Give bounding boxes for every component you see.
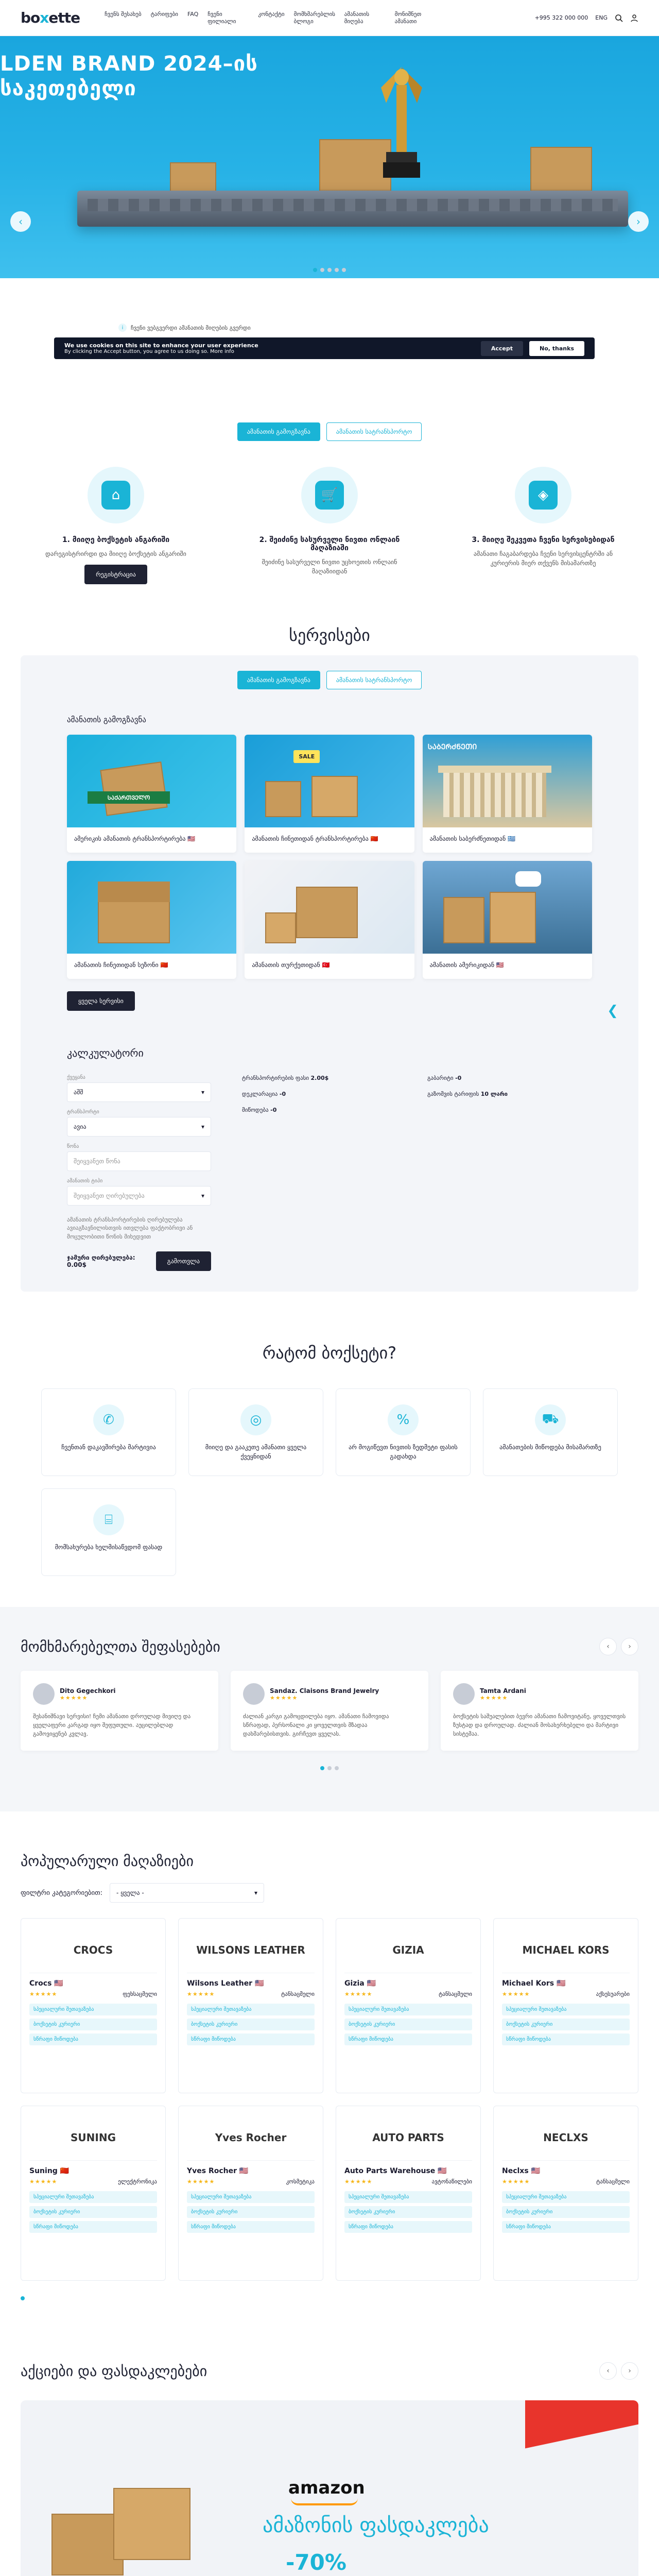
service-card[interactable] (67, 735, 236, 853)
promo-section (0, 2331, 659, 2576)
store-category: ელექტრონიკა (118, 2178, 157, 2185)
conveyor-belt (77, 191, 628, 227)
user-icon[interactable] (630, 14, 638, 22)
service-title: ამანათის თურქეთიდან 🇹🇷 (252, 961, 330, 969)
star-rating: ★★★★★ (480, 1694, 508, 1701)
promo-label: ᲡᲐᲑᲔᲠᲫᲜᲔᲗᲘ (427, 743, 477, 751)
store-tag: სწრაფი მიწოდება (502, 2221, 630, 2233)
star-rating: ★★★★★ (344, 1991, 373, 1998)
why-card: ◎ მიიღე და გააკეთე ამანათი ყველა ქვეყნიდან (188, 1388, 323, 1476)
stores-dots (21, 2296, 638, 2300)
star-rating: ★★★★★ (187, 2178, 215, 2185)
tag-icon: ⌸ (93, 1504, 124, 1535)
step-title: 2. შეიძინე სასურველი ნივთი ონლაინ მაღაზიაში (259, 536, 400, 552)
reviews-prev-button[interactable]: ‹ (599, 1638, 617, 1655)
slider-dot[interactable] (327, 1766, 332, 1770)
slider-dot[interactable] (335, 268, 339, 272)
service-title: ამერიკის ამანათის ტრანსპორტირება 🇺🇸 (74, 835, 196, 842)
promo-label: ᲡᲐᲥᲐᲠᲗᲕᲔᲚᲝ (88, 791, 170, 804)
amazon-logo: amazon (288, 2478, 365, 2499)
store-tag: სპეციალური შეთავაზება (187, 2191, 315, 2203)
step-card (245, 467, 414, 584)
store-tag: სწრაფი მიწოდება (344, 2221, 472, 2233)
why-card: ⌸ მომსახურება ხელმისაწვდომ ფასად (41, 1488, 176, 1576)
store-category: ავტონაწილები (431, 2178, 472, 2185)
store-name: Michael Kors 🇺🇸 (502, 1979, 566, 1988)
avatar (33, 1683, 55, 1705)
store-card[interactable] (493, 2106, 638, 2281)
result-item: მიწოდება -0 (242, 1106, 277, 1113)
stores-section (0, 1811, 659, 2331)
slider-dot[interactable] (335, 1766, 339, 1770)
logo[interactable]: boxette (21, 9, 80, 26)
register-button[interactable]: რეგისტრაცია (84, 565, 147, 584)
calculator-title: კალკულატორი (67, 1046, 144, 1059)
promo-next-button[interactable]: › (621, 2362, 638, 2380)
star-rating: ★★★★★ (29, 1991, 58, 1998)
service-card[interactable] (245, 735, 414, 853)
star-rating: ★★★★★ (270, 1694, 298, 1701)
how-it-works (0, 397, 659, 625)
store-tag: სწრაფი მიწოდება (344, 2033, 472, 2045)
step-text: ამანათი ჩაგაბარდება ჩვენი სერვისცენტრში ან კურიერის მიერ თქვენს მისამართზე (473, 550, 613, 567)
store-logo: NECLXS (502, 2114, 630, 2161)
reviews-dots (21, 1766, 638, 1770)
tab-services-send[interactable]: ამანათის გამოგზავნა (237, 671, 320, 689)
result-item: ტრანსპორტირების ფასი 2.00$ (242, 1074, 329, 1081)
cookie-banner (54, 337, 595, 359)
store-logo: CROCS (29, 1927, 157, 1973)
store-name: Wilsons Leather 🇺🇸 (187, 1979, 264, 1988)
info-icon: i (118, 324, 127, 332)
notice-bar (118, 324, 251, 332)
services-panel (21, 655, 638, 1292)
chevron-down-icon: ▾ (201, 1088, 204, 1096)
store-card[interactable] (178, 1918, 323, 2093)
store-category: აქსესუარები (596, 1991, 630, 1998)
store-name: Yves Rocher 🇺🇸 (187, 2167, 249, 2176)
transport-select[interactable]: ავია ▾ (67, 1117, 211, 1137)
location-icon: ⌂ (101, 481, 130, 510)
service-card[interactable] (423, 735, 592, 853)
review-card: Tamta Ardani ★★★★★ ბოქსეტის საშუალებით ბევრი ამანათი ჩამოვიტანე, ყოველთვის ზუსტად და დროულად. ძალიან მოსახერხებელი და მარტივი სისტემაა. (441, 1671, 638, 1751)
reviews-next-button[interactable]: › (621, 1638, 638, 1655)
site-header (0, 0, 659, 36)
box-icon: ◈ (529, 481, 558, 510)
services-section (0, 625, 659, 1292)
star-rating: ★★★★★ (344, 2178, 373, 2185)
calculator-results (242, 1075, 592, 1272)
globe-icon: ◎ (240, 1404, 271, 1435)
notice-text: ჩვენი ვებგვერდი ამანათის მიღების გვერდი (131, 324, 251, 331)
star-rating: ★★★★★ (502, 1991, 530, 1998)
slider-dot[interactable] (313, 268, 317, 272)
main-nav (105, 11, 526, 25)
store-tag: ბოქსეტის კურიერი (344, 2206, 472, 2218)
store-logo: SUNING (29, 2114, 157, 2161)
store-logo: WILSONS LEATHER (187, 1927, 315, 1973)
store-logo: GIZIA (344, 1927, 472, 1973)
store-tag: ბოქსეტის კურიერი (187, 2019, 315, 2030)
store-category: ტანსაცმელი (439, 1991, 472, 1998)
nav-item-receive[interactable]: ამანათის მიღება (344, 10, 370, 25)
promo-prev-button[interactable]: ‹ (599, 2362, 617, 2380)
review-card: Dito Gegechkori ★★★★★ შესანიშნავი სერვისი! ჩემი ამანათი დროულად მივიღე და ყველაფერი კარგად იყო შეფუთული. აუცილებლად გამოვიყენებ კვლავ. (21, 1671, 218, 1751)
store-name: Neclxs 🇺🇸 (502, 2167, 540, 2176)
store-tag: ბოქსეტის კურიერი (29, 2019, 157, 2030)
weight-input[interactable]: შეიყვანეთ წონა (67, 1151, 211, 1171)
search-icon[interactable] (615, 14, 623, 22)
why-card: ✆ ჩვენთან დაკავშირება მარტივია (41, 1388, 176, 1476)
result-item: გაზომვის ტარიფის 10 ლარი (427, 1090, 508, 1097)
how-tabs (21, 422, 638, 441)
services-next-arrow[interactable]: ❮ (607, 1003, 618, 1019)
store-tag: სპეციალური შეთავაზება (187, 2004, 315, 2015)
hero-prev-arrow[interactable]: ‹ (10, 211, 31, 232)
truck-icon: ⛟ (535, 1404, 566, 1435)
step-card (31, 467, 201, 584)
store-logo: Yves Rocher (187, 2114, 315, 2161)
store-category: ფეხსაცმელი (123, 1991, 157, 1998)
review-card: Sandaz. Claisons Brand Jewelry ★★★★★ ძალიან კარგი გამოცდილება იყო. ამანათი ჩამოვიდა სწრაფად, პერსონალი კი ყოველთვის მზადაა დახმარებისთვის. გირჩევთ ყველას. (231, 1671, 428, 1751)
cart-icon: 🛒 (315, 481, 344, 510)
store-tag: სპეციალური შეთავაზება (29, 2191, 157, 2203)
services-title: სერვისები (289, 625, 370, 645)
store-tag: სპეციალური შეთავაზება (502, 2004, 630, 2015)
store-tag: ბოქსეტის კურიერი (502, 2206, 630, 2218)
amazon-smile-icon (291, 2498, 358, 2505)
store-tag: სპეციალური შეთავაზება (29, 2004, 157, 2015)
nav-item-branch[interactable]: ჩვენი ფილიალი (207, 10, 236, 25)
step-text: შეიძინე სასურველი ნივთი უცხოეთის ონლაინ მაღაზიიდან (262, 558, 397, 575)
filter-label: ფილტრი კატეგორიებით: (21, 1889, 103, 1897)
store-name: Gizia 🇺🇸 (344, 1979, 376, 1988)
store-card[interactable] (493, 1918, 638, 2093)
hero-box-right (530, 147, 592, 196)
promo-boxes (51, 2478, 196, 2576)
store-card[interactable] (21, 1918, 166, 2093)
store-tag: სპეციალური შეთავაზება (344, 2191, 472, 2203)
category-filter[interactable]: - ყველა - ▾ (110, 1883, 264, 1903)
why-section (0, 1292, 659, 1607)
promo-line1: ამაზონის ფასდაკლება (263, 2514, 489, 2538)
discount-icon: % (388, 1404, 419, 1435)
store-tag: ბოქსეტის კურიერი (344, 2019, 472, 2030)
promo-discount: -70% (286, 2550, 346, 2575)
store-name: Crocs 🇺🇸 (29, 1979, 63, 1988)
star-rating: ★★★★★ (60, 1694, 88, 1701)
field-label: ქვეყანა (67, 1074, 85, 1080)
promo-banner[interactable] (21, 2400, 638, 2576)
tab-services-transport[interactable]: ამანათის სატრანსპორტო (326, 671, 422, 689)
phone-icon: ✆ (93, 1404, 124, 1435)
slider-dots (313, 268, 346, 272)
slider-dot[interactable] (320, 1766, 324, 1770)
store-tag: სპეციალური შეთავაზება (344, 2004, 472, 2015)
store-card[interactable] (336, 1918, 481, 2093)
store-tag: სპეციალური შეთავაზება (502, 2191, 630, 2203)
avatar (453, 1683, 475, 1705)
reviews-section (0, 1607, 659, 1811)
store-logo: MICHAEL KORS (502, 1927, 630, 1973)
tab-send[interactable]: ამანათის გამოგზავნა (237, 422, 320, 441)
hero-slider (0, 36, 659, 278)
store-tag: სწრაფი მიწოდება (187, 2033, 315, 2045)
chevron-down-icon: ▾ (201, 1123, 204, 1130)
service-title: ამანათის ამერიკიდან 🇺🇸 (429, 961, 504, 969)
lang-switch[interactable]: ENG (595, 14, 608, 21)
all-services-button[interactable]: ყველა სერვისი (67, 991, 135, 1011)
store-name: Suning 🇨🇳 (29, 2167, 70, 2176)
field-label: ტრანსპორტი (67, 1109, 99, 1115)
trophy-image (371, 57, 432, 201)
step-card (458, 467, 628, 584)
nav-item-tariffs[interactable]: ტარიფები (150, 10, 178, 18)
store-category: ტანსაცმელი (281, 1991, 315, 1998)
step-title: 1. მიიღე ბოქსეტის ანგარიში (62, 536, 170, 544)
store-tag: სწრაფი მიწოდება (187, 2221, 315, 2233)
star-rating: ★★★★★ (187, 1991, 215, 1998)
step-text: დარეგისტრირდი და მიიღე ბოქსეტის ანგარიში (45, 550, 186, 557)
type-select[interactable]: შეიყვანეთ ღირებულება ▾ (67, 1186, 211, 1206)
red-stripe (525, 2400, 638, 2448)
store-tag: სწრაფი მიწოდება (29, 2221, 157, 2233)
reviews-title: მომხმარებელთა შეფასებები (21, 1638, 220, 1655)
star-rating: ★★★★★ (29, 2178, 58, 2185)
nav-item-contact[interactable]: კონტაქტი (258, 10, 285, 18)
field-label: წონა (67, 1143, 79, 1149)
service-card[interactable] (245, 861, 414, 979)
calculator (67, 1047, 592, 1272)
store-tag: ბოქსეტის კურიერი (502, 2019, 630, 2030)
calculator-note: ამანათის ტრანსპორტირების ღირებულება ავიაგზავნილისთვის ითვლება ფაქტობრივი ან მოცულობითი წონის მიხედვით (67, 1216, 193, 1240)
store-category: ტანსაცმელი (596, 2178, 630, 2185)
nav-item-faq[interactable]: FAQ (187, 10, 199, 18)
store-tag: ბოქსეტის კურიერი (187, 2206, 315, 2218)
store-tag: სწრაფი მიწოდება (502, 2033, 630, 2045)
cookie-text[interactable]: By clicking the Accept button, you agree to us doing so. More info (64, 349, 234, 354)
why-title: რატომ ბოქსეტი? (262, 1343, 397, 1363)
store-name: Auto Parts Warehouse 🇺🇸 (344, 2167, 447, 2176)
hero-next-arrow[interactable]: › (628, 211, 649, 232)
chevron-down-icon: ▾ (201, 1192, 204, 1199)
store-category: კოსმეტიკა (286, 2178, 315, 2185)
service-title: ამანათის ჩინეთიდან სეზონი 🇨🇳 (74, 961, 168, 969)
star-rating: ★★★★★ (502, 2178, 530, 2185)
cookie-decline-button[interactable]: No, thanks (529, 341, 584, 356)
calculate-button[interactable]: გამოთვლა (156, 1251, 211, 1271)
avatar (243, 1683, 265, 1705)
slider-dot[interactable] (320, 268, 324, 272)
service-title: ამანათის საბერძნეთიდან 🇬🇷 (429, 835, 515, 842)
service-card[interactable] (423, 861, 592, 979)
slider-dot[interactable] (342, 268, 346, 272)
store-tag: ბოქსეტის კურიერი (29, 2206, 157, 2218)
store-card[interactable] (178, 2106, 323, 2281)
store-card[interactable] (21, 2106, 166, 2281)
store-card[interactable] (336, 2106, 481, 2281)
cookie-accept-button[interactable]: Accept (481, 341, 523, 356)
stores-title: პოპულარული მაღაზიები (21, 1853, 194, 1870)
chevron-down-icon: ▾ (254, 1889, 258, 1897)
total-row: ჯამური ღირებულება: 0.00$ (67, 1254, 135, 1269)
services-subtitle: ამანათის გამოგზავნა (67, 715, 146, 724)
sale-badge: SALE (293, 750, 320, 763)
store-logo: AUTO PARTS (344, 2114, 472, 2161)
nav-item-blog[interactable]: მომხმარებლის ბლოგი (293, 10, 336, 25)
nav-item-track[interactable]: მონიშნეთ ამანათი (394, 10, 422, 25)
country-select[interactable]: აშშ ▾ (67, 1082, 211, 1102)
nav-item-about[interactable]: ჩვენს შესახებ (105, 10, 142, 18)
hero-title: LDEN BRAND 2024–ის საკეთებელი (0, 52, 258, 100)
why-card: ⛟ ამანათების მიწოდება მისამართზე (483, 1388, 618, 1476)
cookie-title: We use cookies on this site to enhance your user experience (64, 342, 258, 349)
slider-dot[interactable] (327, 268, 332, 272)
step-title: 3. მიიღე შეკვეთა ჩვენი სერვისებიდან (472, 536, 615, 544)
phone-number[interactable]: +995 322 000 000 (534, 14, 588, 21)
result-item: დეკლარაცია -0 (242, 1090, 286, 1097)
field-label: ამანათის ტიპი (67, 1178, 103, 1184)
service-title: ამანათის ჩინეთიდან ტრანსპორტირება 🇨🇳 (252, 835, 378, 842)
result-item: გაბარიტი -0 (427, 1074, 462, 1081)
hero-footer (0, 278, 659, 397)
service-card[interactable] (67, 861, 236, 979)
slider-dot[interactable] (21, 2296, 25, 2300)
tab-transport[interactable]: ამანათის სატრანსპორტო (326, 422, 422, 441)
why-card: % არ მოგიწევთ ნივთის ზედმეტი ფასის გადახდა (336, 1388, 471, 1476)
store-tag: სწრაფი მიწოდება (29, 2033, 157, 2045)
promo-title: აქციები და ფასდაკლებები (21, 2362, 207, 2380)
